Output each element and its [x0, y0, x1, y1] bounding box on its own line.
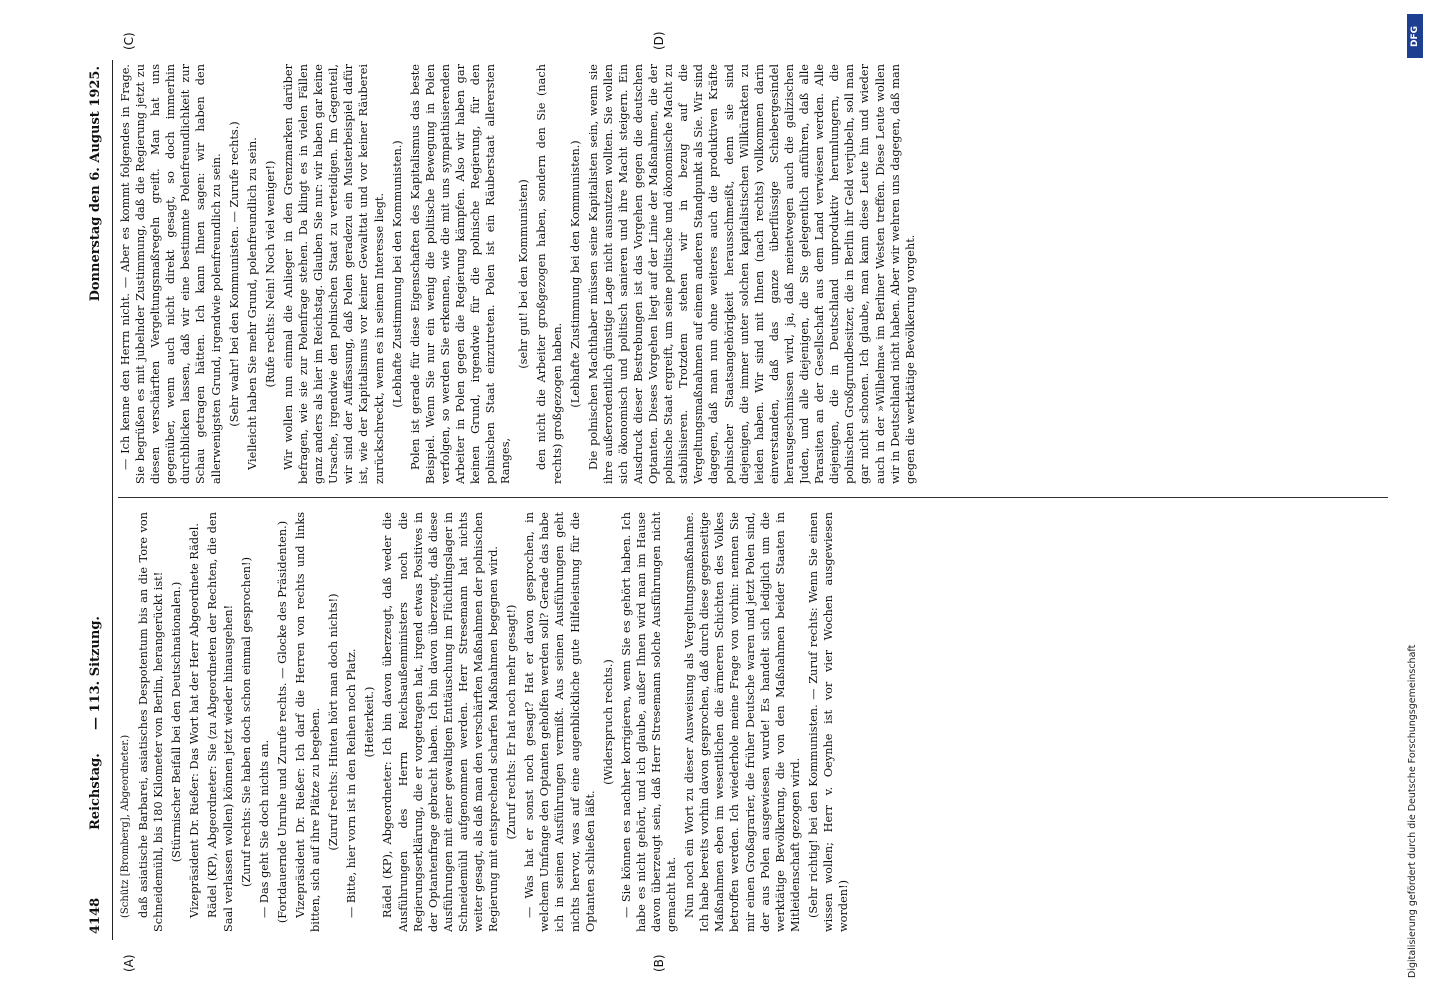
paragraph: Nun noch ein Wort zu dieser Ausweisung als Vergeltungsmaßnahme. Ich habe bereits vorhin davon gesprochen, daß durch diese gegenseitige Maßnahmen eben im wesentlichen die ärmeren Schichten des Volkes betroffen werden. Ich wiederhole meine Frage von vorhin: nennen Sie mir einen Großagrarier, die früher Deutsche waren und jetzt Polen sind, der aus Polen ausgewiesen wurde! Es handelt sich lediglich um die werktätige Bevölkerung, die von den Maßnahmen beider Staaten in Mitleidenschaft gezogen wird.: [683, 512, 802, 932]
paragraph: Vielleicht haben Sie mehr Grund, polenfreundlich zu sein.: [245, 137, 259, 470]
header-date: Donnerstag den 6. August 1925.: [88, 66, 103, 302]
header-rule: [112, 60, 113, 940]
page-number: 4148: [88, 897, 103, 934]
dfg-credit-strip: [1404, 8, 1426, 992]
paragraph: — Das geht Sie doch nichts an.: [257, 739, 271, 918]
header-title: Reichstag.: [88, 753, 103, 830]
interjection: (Fortdauernde Unruhe und Zurufe rechts. — Glocke des Präsidenten.): [275, 520, 289, 924]
paragraph: — Ich kenne den Herrn nicht. — Aber es kommt folgendes in Frage. Sie begrüßen es mit jubelnder Zustimmung, daß die Regierung jetzt zu diesen verschärften Vergeltungsmaßregeln greift. Man hat uns gegenüber, wenn auch nicht direkt gesagt, so doch immerhin durchblicken lassen, daß wir eine bestimmte Polenfreundlichkeit zur Schau getragen hätten. Ich kann Ihnen sagen: wir haben den allerwenigsten Grund, irgendwie polenfreundlich zu sein.: [119, 64, 223, 484]
margin-marker-b: (B): [652, 954, 666, 972]
paragraph: Vizepräsident Dr. Rießer: Das Wort hat der Herr Abgeordnete Rädel.: [188, 522, 202, 918]
dfg-logo: DFG: [1407, 14, 1423, 58]
margin-marker-c: (C): [122, 32, 136, 50]
paragraph: Die polnischen Machthaber müssen seine Kapitalisten sein, wenn sie ihre außerordentlich günstige Lage nicht ausnutzen wollten. Sie wollen sich ökonomisch und politisch sanieren und ihre Macht steigern. Ein Ausdruck dieser Bestrebungen ist das Vorgehen gegen die deutschen Optanten. Dieses Vorgehen liegt auf der Linie der Maßnahmen, die der polnische Staat ergreift, um seine politische und ökonomische Macht zu stabilisieren. Trotzdem stehen wir in bezug auf die Vergeltungsmaßnahmen auf einem anderen Standpunkt als Sie. Wir sind dagegen, daß man nun ohne weiteres auch die produktiven Kräfte polnischer Staatsangehörigkeit herausschmeißt, denn sie sind diejenigen, die immer unter solchen kapitalistischen Willkürakten zu leiden haben. Wir sind mit Ihnen (nach rechts) vollkommen darin einverstanden, daß das ganze überflüssige Schiebergesindel herausgeschmissen wird, ja, daß meinetwegen auch die galizischen Juden, und alle diejenigen, die Sie gelegentlich anführen, daß alle Parasiten an der Gesellschaft aus dem Land verwiesen werden. Alle diejenigen, die in Deutschland unproduktiv herumlungern, die polnischen Großgrundbesitzer, die in Berlin ihr Geld verjubeln, soll man gar nicht schonen. Ich glaube, man kann diese Leute hin und wieder auch in der »Wilhelma« im Berliner Westen treffen. Diese Leute wollen wir in Deutschland nicht haben. Aber wir wehren uns dagegen, daß man gegen die werktätige Bevölkerung vorgeht.: [586, 64, 917, 484]
paragraph: Rädel (KP), Abgeordneter: Ich bin davon überzeugt, daß weder die Ausführungen des Herrn Reichsaußenministers noch die Regierungserklärung, die er vorgetragen hat, irgend etwas Positives in der Optantenfrage gebracht haben. Ich bin davon überzeugt, daß diese Ausführungen mit einer gewaltigen Enttäuschung im Flüchtlingslager in Schneidemühl aufgenommen werden. Herr Stresemann hat nichts weiter gesagt, als daß man den verschärften Maßnahmen der polnischen Regierung mit entsprechend scharfen Maßnahmen begegnen wird.: [381, 512, 501, 932]
paragraph: — Sie können es nachher korrigieren, wenn Sie es gehört haben. Ich habe es nicht gehört, und ich glaube, außer Ihnen wird man im Hause davon überzeugt sein, daß Herr Stresemann solche Ausführungen nicht gemacht hat.: [619, 512, 679, 932]
paragraph: — Was hat er sonst noch gesagt? Hat er davon gesprochen, in welchem Umfange den Optanten geholfen werden soll? Gerade das habe ich in seinen Ausführungen vermißt. Aus seinen Ausführungen geht nichts hervor, was auf eine augenblickliche gute Hilfeleistung für die Optanten schließen läßt.: [523, 512, 597, 932]
right-column: [118, 64, 1398, 484]
paragraph: Vizepräsident Dr. Rießer: Ich darf die Herren von rechts und links bitten, sich auf ihre Plätze zu begeben.: [293, 512, 323, 932]
interjection: (Rufe rechts: Nein! Noch viel weniger!): [263, 160, 277, 388]
paragraph: den nicht die Arbeiter großgezogen haben, sondern den Sie (nach rechts) großgezogen haben.: [535, 64, 564, 484]
interjection: (Stürmischer Beifall bei den Deutschnationalen.): [170, 581, 184, 863]
dfg-credit-text: Digitalisierung gefördert durch die Deutsche Forschungsgemeinschaft: [1407, 644, 1418, 978]
interjection: (Widerspruch rechts.): [601, 659, 615, 785]
rotated-page: [82, 31, 1412, 972]
column-divider: [118, 497, 1388, 498]
paragraph: Polen ist gerade für diese Eigenschaften des Kapitalismus das beste Beispiel. Wenn Sie nur ein wenig die politische Bewegung in Polen verfolgen, so werden Sie erkennen, wie die mit uns sympathisierenden Arbeiter in Polen gegen die Regierung kämpfen. Also wir haben gar keinen Grund, irgendwie für die polnische Regierung, für den polnischen Staat einzutreten. Polen ist ein Räuberstaat allerersten Ranges,: [408, 64, 513, 484]
interjection: (sehr gut! bei den Kommunisten): [517, 179, 531, 369]
paragraph: Rädel (KP), Abgeordneter: Sie (zu Abgeordneten der Rechten, die den Saal verlassen wollen) können jetzt wieder hinausgehen!: [206, 512, 235, 932]
interjection: (Sehr wahr! bei den Kommunisten. — Zurufe rechts.): [227, 121, 241, 427]
paragraph: daß asiatische Barbarei, asiatisches Despotentum bis an die Tore von Schneidemühl, bis 180 Kilometer von Berlin, herangerückt ist!: [137, 512, 166, 932]
header-session: — 113. Sitzung.: [88, 616, 103, 730]
paragraph: (Sehr richtig! bei den Kommunisten. — Zuruf rechts: Wenn Sie einen wissen wollen; Herr v. Oeynhe ist vor vier Wochen ausgewiesen worden!): [806, 512, 851, 932]
speaker-continuation: (Schütz [Bromberg], Abgeordneter.): [120, 734, 131, 918]
interjection: (Zuruf rechts: Hinten hört man doch nichts!): [327, 593, 341, 851]
interjection: (Lebhafte Zustimmung bei den Kommunisten.): [390, 140, 404, 408]
paragraph: — Bitte, hier vorn ist in den Reihen noch Platz.: [345, 648, 359, 918]
page-header: [82, 60, 112, 940]
margin-marker-d: (D): [652, 31, 666, 50]
interjection: (Lebhafte Zustimmung bei den Kommunisten.): [568, 140, 582, 408]
margin-marker-a: (A): [122, 954, 136, 972]
interjection: (Zuruf rechts: Er hat noch mehr gesagt!): [505, 604, 519, 840]
interjection: (Zuruf rechts: Sie haben doch schon einmal gesprochen!): [239, 557, 253, 888]
left-column: [118, 512, 1398, 932]
paragraph: Wir wollen nun einmal die Anlieger in den Grenzmarken darüber befragen, wie sie zur Polenfrage stehen. Da klingt es in vielen Fällen ganz anders als hier im Reichstag. Glauben Sie nur: wir haben gar keine Ursache, irgendwie den polnischen Staat zu verteidigen. Im Gegenteil, wir sind der Auffassung, daß Polen geradezu ein Musterbeispiel dafür ist, wie der Kapitalismus vor keiner Gewalttat und vor keiner Räuberei zurückschreckt, wenn es in seinem Interesse liegt.: [281, 64, 386, 484]
interjection: (Heiterkeit.): [363, 686, 377, 758]
